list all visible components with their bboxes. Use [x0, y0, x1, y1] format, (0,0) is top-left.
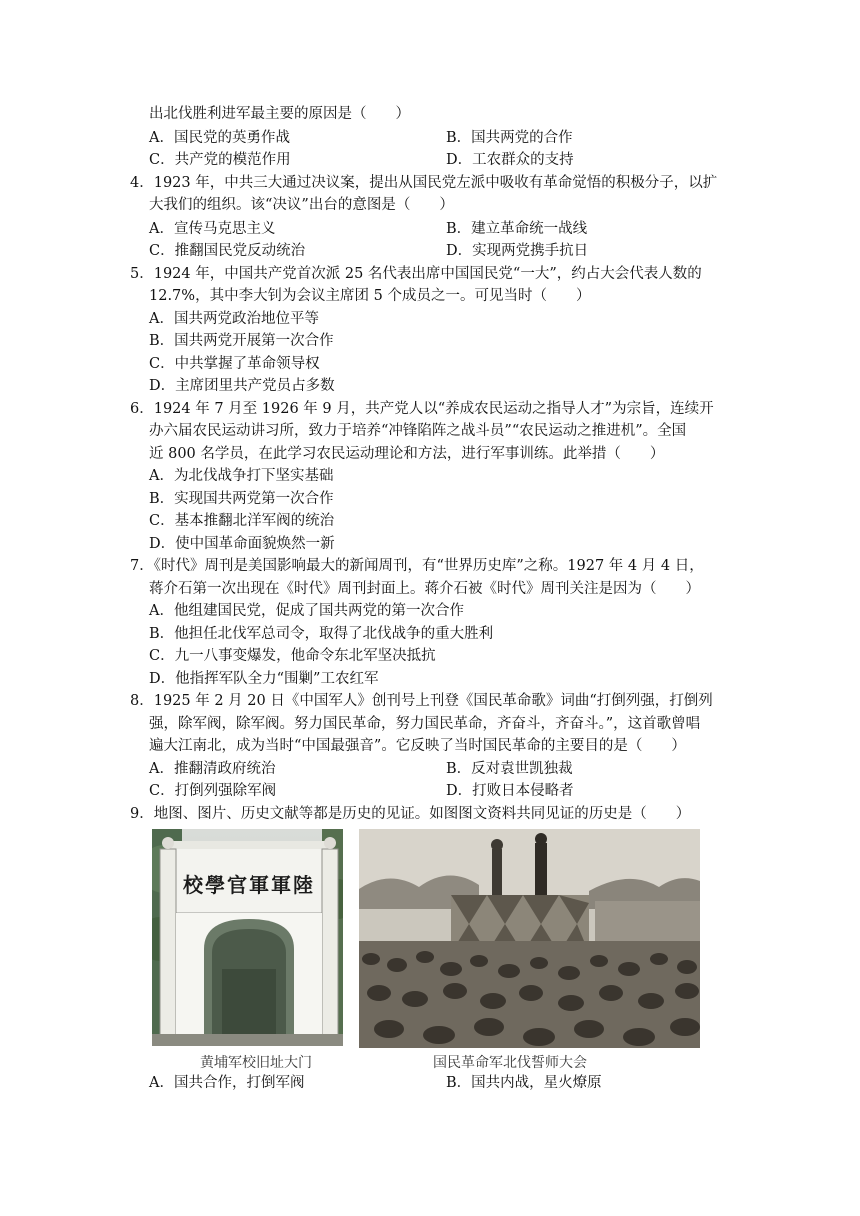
right-photo-caption: 国民革命军北伐誓师大会	[433, 1055, 587, 1071]
q9-stem: 9．地图、图片、历史文献等都是历史的见证。如图图文资料共同见证的历史是（ ）	[130, 806, 691, 822]
q3-stem: 出北伐胜利进军最主要的原因是（ ）	[149, 106, 410, 122]
q4-option-b[interactable]: B．建立革命统一战线	[446, 221, 588, 237]
q6-stem: 6．1924 年 7 月至 1926 年 9 月，共产党人以“养成农民运动之指导人才”为宗旨，连续开	[130, 401, 714, 417]
q6-option-d[interactable]: D．使中国革命面貌焕然一新	[149, 536, 335, 552]
whampoa-gate-photo	[152, 829, 343, 1046]
q7-stem: 蒋介石第一次出现在《时代》周刊封面上。蒋介石被《时代》周刊关注是因为（ ）	[149, 581, 700, 597]
q5-stem: 5．1924 年，中国共产党首次派 25 名代表出席中国国民党“一大”，约占大会代表人数的	[130, 266, 702, 282]
q8-stem: 8．1925 年 2 月 20 日《中国军人》创刊号上刊登《国民革命歌》词曲“打倒列强，打倒列	[130, 693, 713, 709]
q5-option-b[interactable]: B．国共两党开展第一次合作	[149, 333, 334, 349]
q4-option-a[interactable]: A．宣传马克思主义	[149, 221, 276, 237]
q3-option-a[interactable]: A．国民党的英勇作战	[149, 130, 290, 146]
q9-option-b[interactable]: B．国共内战，星火燎原	[446, 1075, 602, 1091]
q5-option-a[interactable]: A．国共两党政治地位平等	[149, 311, 319, 327]
q3-option-c[interactable]: C．共产党的模范作用	[149, 152, 291, 168]
oath-rally-photo	[359, 829, 700, 1048]
q8-option-a[interactable]: A．推翻清政府统治	[149, 761, 276, 777]
q7-option-c[interactable]: C．九一八事变爆发，他命令东北军坚决抵抗	[149, 648, 436, 664]
q6-option-c[interactable]: C．基本推翻北洋军阀的统治	[149, 513, 335, 529]
q8-stem: 强，除军阀，除军阀。努力国民革命，努力国民革命，齐奋斗，齐奋斗。”，这首歌曾唱	[149, 716, 701, 732]
q4-stem: 大我们的组织。该“决议”出台的意图是（ ）	[149, 197, 454, 213]
q6-option-a[interactable]: A．为北伐战争打下坚实基础	[149, 468, 334, 484]
q5-option-c[interactable]: C．中共掌握了革命领导权	[149, 356, 320, 372]
q6-stem: 近 800 名学员，在此学习农民运动理论和方法，进行军事训练。此举措（ ）	[149, 446, 665, 462]
q5-option-d[interactable]: D．主席团里共产党员占多数	[149, 378, 335, 394]
q4-stem: 4．1923 年，中共三大通过决议案，提出从国民党左派中吸收有革命觉悟的积极分子，以扩	[130, 175, 718, 191]
q8-option-c[interactable]: C．打倒列强除军阀	[149, 783, 277, 799]
q3-option-b[interactable]: B．国共两党的合作	[446, 130, 573, 146]
q7-option-b[interactable]: B．他担任北伐军总司令，取得了北伐战争的重大胜利	[149, 626, 494, 642]
left-photo-caption: 黄埔军校旧址大门	[200, 1055, 312, 1071]
q8-option-b[interactable]: B．反对袁世凯独裁	[446, 761, 573, 777]
q8-option-d[interactable]: D．打败日本侵略者	[446, 783, 574, 799]
q6-stem: 办六届农民运动讲习所，致力于培养“冲锋陷阵之战斗员”“农民运动之推进机”。全国	[149, 423, 687, 439]
q3-option-d[interactable]: D．工农群众的支持	[446, 152, 574, 168]
q6-option-b[interactable]: B．实现国共两党第一次合作	[149, 491, 334, 507]
gate-sign-text: 校學官軍軍陸	[183, 873, 315, 897]
q7-option-a[interactable]: A．他组建国民党，促成了国共两党的第一次合作	[149, 603, 464, 619]
q7-option-d[interactable]: D．他指挥军队全力“围剿”工农红军	[149, 671, 379, 687]
q7-stem: 7．《时代》周刊是美国影响最大的新闻周刊，有“世界历史库”之称。1927 年 4 月 4 日，	[130, 558, 704, 574]
q4-option-c[interactable]: C．推翻国民党反动统治	[149, 243, 306, 259]
q8-stem: 遍大江南北，成为当时“中国最强音”。它反映了当时国民革命的主要目的是（ ）	[149, 738, 686, 754]
q4-option-d[interactable]: D．实现两党携手抗日	[446, 243, 589, 259]
q9-option-a[interactable]: A．国共合作，打倒军阀	[149, 1075, 305, 1091]
q5-stem: 12.7%，其中李大钊为会议主席团 5 个成员之一。可见当时（ ）	[149, 288, 591, 304]
